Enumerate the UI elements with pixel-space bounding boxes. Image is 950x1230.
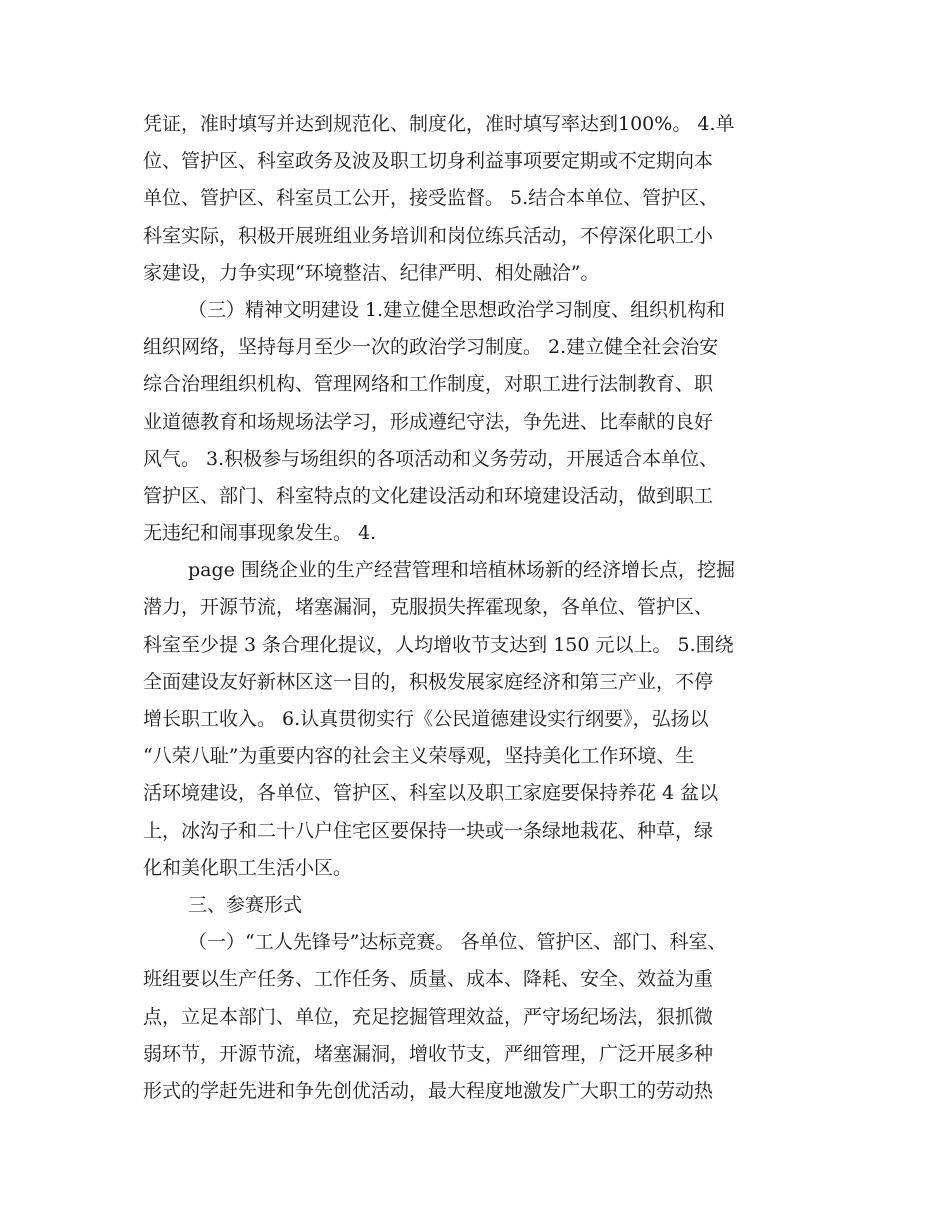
text-line: 全面建设友好新林区这一目的，积极发展家庭经济和第三产业，不停 bbox=[143, 670, 714, 693]
text-line: 三、参赛形式 bbox=[188, 893, 303, 916]
text-line: 上，冰沟子和二十八户住宅区要保持一块或一条绿地栽花、种草，绿 bbox=[143, 819, 714, 842]
text-line: 业道德教育和场规场法学习，形成遵纪守法，争先进、比奉献的良好 bbox=[143, 410, 714, 433]
text-line: 增长职工收入。 6.认真贯彻实行《公民道德建设实行纲要》，弘扬以 bbox=[143, 708, 709, 730]
text-line: 组织网络，坚持每月至少一次的政治学习制度。 2.建立健全社会治安 bbox=[143, 336, 719, 359]
text-line: 综合治理组织机构、管理网络和工作制度，对职工进行法制教育、职 bbox=[143, 373, 714, 396]
text-line: 家建设，力争实现“环境整洁、纪律严明、相处融洽”。 bbox=[143, 261, 600, 284]
text-line: 管护区、部门、科室特点的文化建设活动和环境建设活动，做到职工 bbox=[143, 484, 714, 507]
text-line: 活环境建设，各单位、管护区、科室以及职工家庭要保持养花 4 盆以 bbox=[143, 782, 719, 805]
text-line: （一）“工人先锋号”达标竞赛。 各单位、管护区、部门、科室、 bbox=[188, 931, 727, 954]
text-line: （三）精神文明建设 1.建立健全思想政治学习制度、组织机构和 bbox=[188, 298, 726, 321]
text-line: “八荣八耻”为重要内容的社会主义荣辱观，坚持美化工作环境、生 bbox=[143, 745, 695, 768]
text-line: 点，立足本部门、单位，充足挖掘管理效益，严守场纪场法，狠抓微 bbox=[143, 1005, 714, 1028]
text-line: 凭证，准时填写并达到规范化、制度化，准时填写率达到100%。 4.单 bbox=[143, 113, 735, 135]
text-line: 无违纪和闹事现象发生。 4. bbox=[143, 522, 377, 545]
text-line: 单位、管护区、科室员工公开，接受监督。 5.结合本单位、管护区、 bbox=[143, 187, 719, 210]
document-body bbox=[143, 106, 833, 1110]
text-line: 科室至少提 3 条合理化提议，人均增收节支达到 150 元以上。 5.围绕 bbox=[143, 633, 734, 656]
text-line: 潜力，开源节流，堵塞漏洞，克服损失挥霍现象，各单位、管护区、 bbox=[143, 596, 714, 619]
text-line: 班组要以生产任务、工作任务、质量、成本、降耗、安全、效益为重 bbox=[143, 968, 714, 991]
text-line: 风气。 3.积极参与场组织的各项活动和义务劳动，开展适合本单位、 bbox=[143, 447, 719, 470]
text-line: 形式的学赶先进和争先创优活动，最大程度地激发广大职工的劳动热 bbox=[143, 1079, 714, 1102]
text-line: 弱环节，开源节流，堵塞漏洞，增收节支，严细管理，广泛开展多种 bbox=[143, 1042, 714, 1065]
text-line: 位、管护区、科室政务及波及职工切身利益事项要定期或不定期向本 bbox=[143, 150, 714, 173]
text-line: 科室实际，积极开展班组业务培训和岗位练兵活动，不停深化职工小 bbox=[143, 224, 714, 247]
text-line: 化和美化职工生活小区。 bbox=[143, 856, 353, 879]
text-line: page 围绕企业的生产经营管理和培植林场新的经济增长点，挖掘 bbox=[188, 559, 735, 582]
